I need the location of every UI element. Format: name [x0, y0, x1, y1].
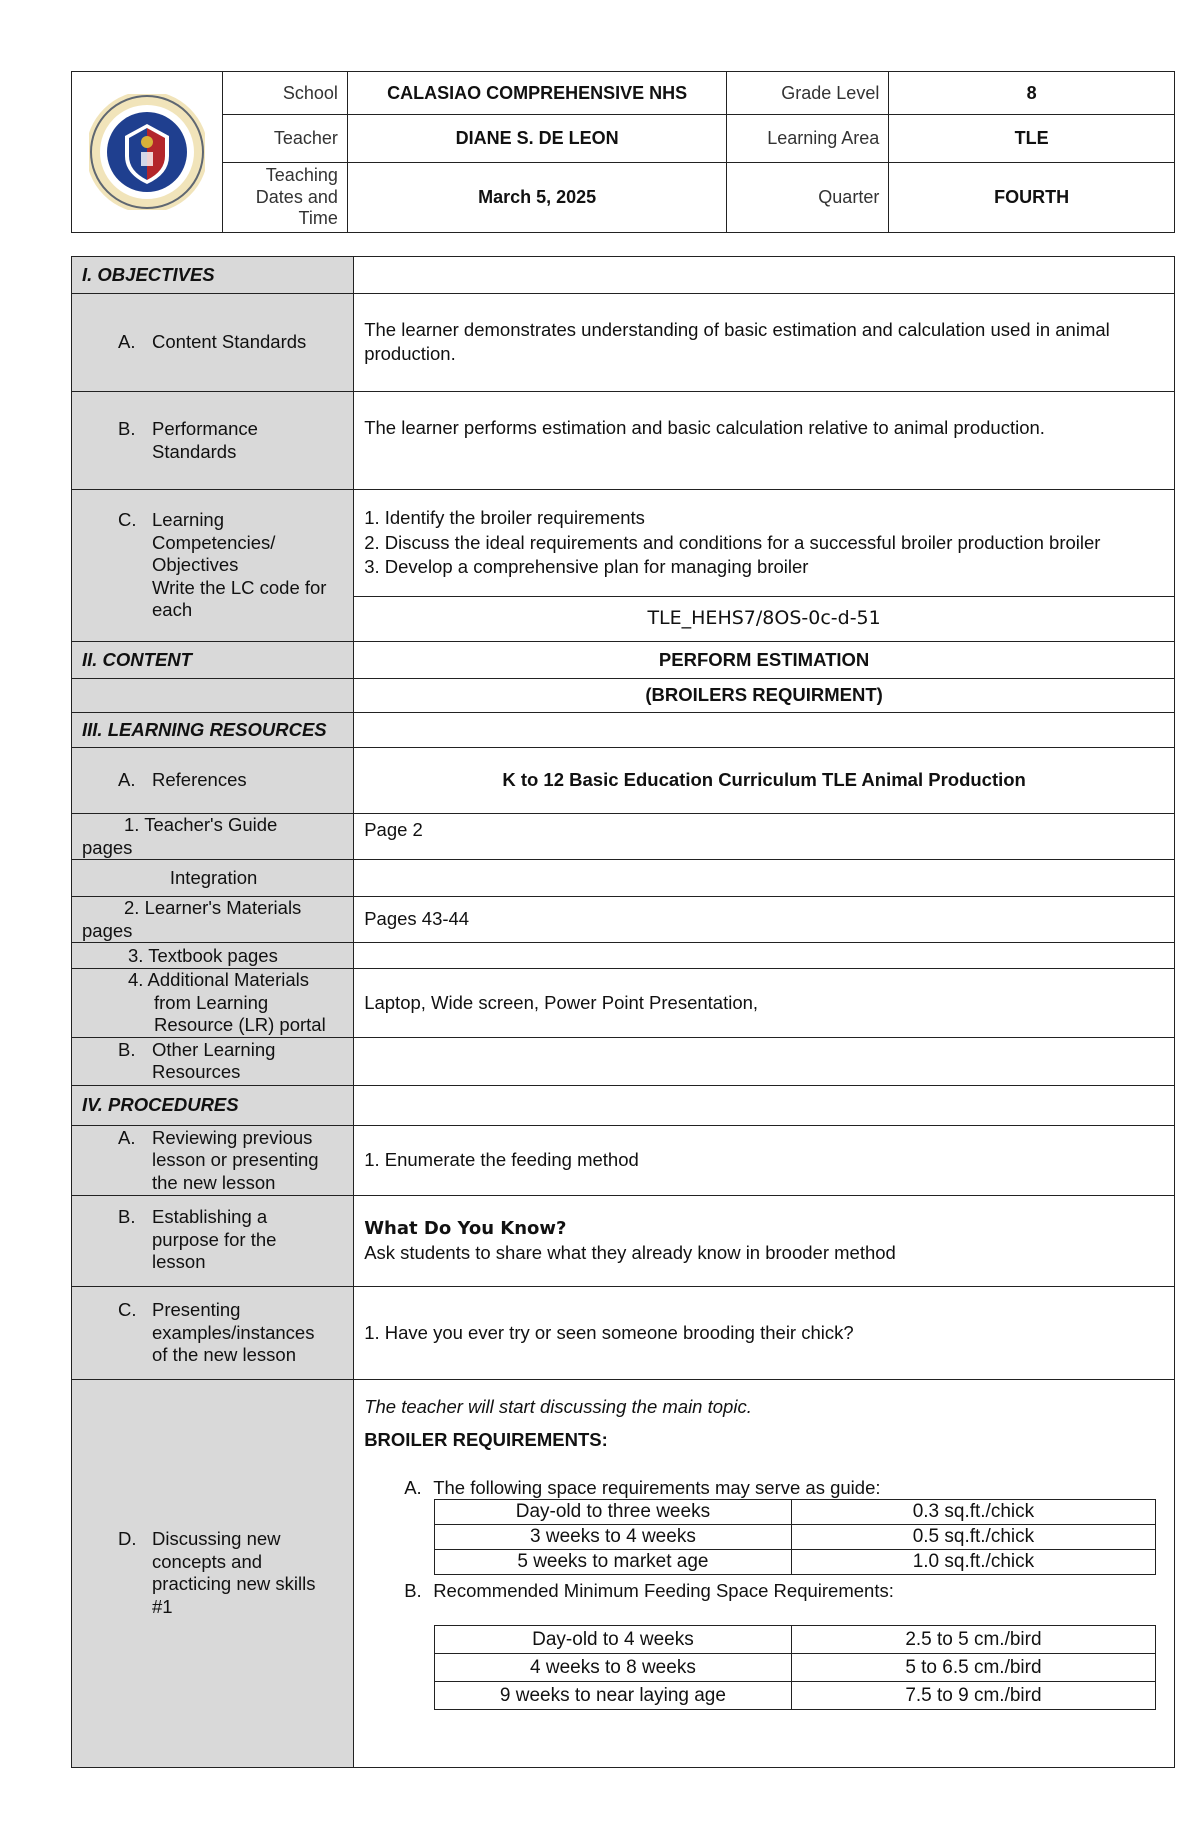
- teachers-guide-label: 1. Teacher's Guide pages: [82, 814, 278, 858]
- feeding-space-table: [434, 1625, 1156, 1710]
- discussing-title: BROILER REQUIREMENTS:: [364, 1429, 608, 1451]
- competency-item-3: 3. Develop a comprehensive plan for managing broiler: [364, 556, 809, 578]
- space-requirements-table: [434, 1499, 1156, 1575]
- performance-standards-row: [72, 392, 1175, 490]
- references-row: [72, 748, 1175, 814]
- age-range-cell: 4 weeks to 8 weeks: [435, 1654, 791, 1682]
- table-row: [435, 1654, 1156, 1682]
- discussing-intro: The teacher will start discussing the main topic.: [364, 1395, 752, 1417]
- content-standards-text: The learner demonstrates understanding of basic estimation and calculation used in animal production.: [354, 294, 1175, 392]
- grade-value: 8: [889, 72, 1175, 115]
- discussing-row: [72, 1379, 1175, 1767]
- age-range-cell: 3 weeks to 4 weeks: [435, 1525, 791, 1550]
- learners-materials-text: Pages 43-44: [354, 897, 1175, 943]
- header-table: [71, 71, 1175, 233]
- textbook-label: 3. Textbook pages: [72, 943, 354, 969]
- table-row: [435, 1626, 1156, 1654]
- area-value: TLE: [889, 115, 1175, 163]
- school-label: School: [222, 72, 347, 115]
- competency-item-1: 1. Identify the broiler requirements: [364, 507, 645, 529]
- resources-heading: III. LEARNING RESOURCES: [72, 713, 354, 748]
- requirement-cell: 5 to 6.5 cm./bird: [791, 1654, 1156, 1682]
- content-row: [72, 642, 1175, 679]
- requirement-cell: 1.0 sq.ft./chick: [791, 1550, 1156, 1575]
- purpose-text: Ask students to share what they already know in brooder method: [364, 1241, 896, 1263]
- references-label: A. References: [118, 769, 247, 791]
- teachers-guide-row: [72, 814, 1175, 860]
- feeding-space-heading: B. Recommended Minimum Feeding Space Requirements:: [404, 1580, 894, 1602]
- dates-label: Teaching Dates and Time: [222, 163, 347, 233]
- seal-cell: [72, 72, 223, 233]
- requirement-cell: 0.3 sq.ft./chick: [791, 1500, 1156, 1525]
- table-row: [435, 1500, 1156, 1525]
- school-value: CALASIAO COMPREHENSIVE NHS: [347, 72, 727, 115]
- quarter-label: Quarter: [727, 163, 889, 233]
- quarter-value: FOURTH: [889, 163, 1175, 233]
- procedures-heading: IV. PROCEDURES: [72, 1085, 354, 1125]
- table-row: [435, 1550, 1156, 1575]
- teacher-label: Teacher: [222, 115, 347, 163]
- additional-materials-row: [72, 969, 1175, 1038]
- lesson-plan-table: [71, 256, 1175, 1768]
- area-label: Learning Area: [727, 115, 889, 163]
- lc-code: TLE_HEHS7/8OS-0c-d-51: [354, 597, 1175, 642]
- integration-label: Integration: [72, 860, 354, 897]
- learners-materials-row: [72, 897, 1175, 943]
- space-requirements-heading: A. The following space requirements may serve as guide:: [404, 1477, 881, 1499]
- age-range-cell: Day-old to three weeks: [435, 1500, 791, 1525]
- requirement-cell: 7.5 to 9 cm./bird: [791, 1682, 1156, 1710]
- additional-materials-label: 4. Additional Materials from Learning Resource (LR) portal: [128, 969, 326, 1036]
- content-title-1: PERFORM ESTIMATION: [354, 642, 1175, 679]
- reviewing-row: [72, 1125, 1175, 1195]
- teachers-guide-text: Page 2: [354, 814, 1175, 860]
- competencies-label: C. Learning Competencies/ Objectives Write the LC code for each: [118, 509, 327, 621]
- deped-seal-icon: [89, 94, 205, 210]
- dates-value: March 5, 2025: [347, 163, 727, 233]
- competency-item-2: 2. Discuss the ideal requirements and conditions for a successful broiler production broiler: [364, 531, 1101, 553]
- presenting-row: [72, 1286, 1175, 1379]
- other-resources-label: B. Other Learning Resources: [118, 1038, 276, 1083]
- additional-materials-text: Laptop, Wide screen, Power Point Presentation,: [354, 969, 1175, 1038]
- grade-label: Grade Level: [727, 72, 889, 115]
- requirement-cell: 0.5 sq.ft./chick: [791, 1525, 1156, 1550]
- other-resources-row: [72, 1037, 1175, 1085]
- resources-heading-row: [72, 713, 1175, 748]
- presenting-label: C. Presenting examples/instances of the new lesson: [118, 1299, 315, 1366]
- requirement-cell: 2.5 to 5 cm./bird: [791, 1626, 1156, 1654]
- competencies-row: [72, 490, 1175, 597]
- table-row: [435, 1682, 1156, 1710]
- content-standards-row: [72, 294, 1175, 392]
- integration-row: [72, 860, 1175, 897]
- purpose-label: B. Establishing a purpose for the lesson: [118, 1205, 277, 1273]
- learners-materials-label: 2. Learner's Materials pages: [82, 897, 302, 941]
- teacher-value: DIANE S. DE LEON: [347, 115, 727, 163]
- purpose-title: What Do You Know?: [364, 1217, 567, 1239]
- purpose-row: [72, 1195, 1175, 1286]
- age-range-cell: 9 weeks to near laying age: [435, 1682, 791, 1710]
- objectives-heading: I. OBJECTIVES: [72, 257, 354, 294]
- performance-standards-label: B. Performance Standards: [118, 417, 258, 462]
- procedures-heading-row: [72, 1085, 1175, 1125]
- content-standards-label: A. Content Standards: [118, 331, 307, 353]
- age-range-cell: Day-old to 4 weeks: [435, 1626, 791, 1654]
- references-text: K to 12 Basic Education Curriculum TLE Animal Production: [354, 748, 1175, 814]
- presenting-text: 1. Have you ever try or seen someone brooding their chick?: [354, 1286, 1175, 1379]
- content-title-2: (BROILERS REQUIRMENT): [354, 679, 1175, 713]
- reviewing-label: A. Reviewing previous lesson or presenting the new lesson: [118, 1126, 319, 1193]
- table-row: [435, 1525, 1156, 1550]
- content-heading: II. CONTENT: [72, 642, 354, 679]
- discussing-label: D. Discussing new concepts and practicing new skills #1: [118, 1528, 316, 1617]
- textbook-row: [72, 943, 1175, 969]
- performance-standards-text: The learner performs estimation and basic calculation relative to animal production.: [354, 392, 1175, 490]
- reviewing-text: 1. Enumerate the feeding method: [354, 1125, 1175, 1195]
- objectives-heading-row: [72, 257, 1175, 294]
- age-range-cell: 5 weeks to market age: [435, 1550, 791, 1575]
